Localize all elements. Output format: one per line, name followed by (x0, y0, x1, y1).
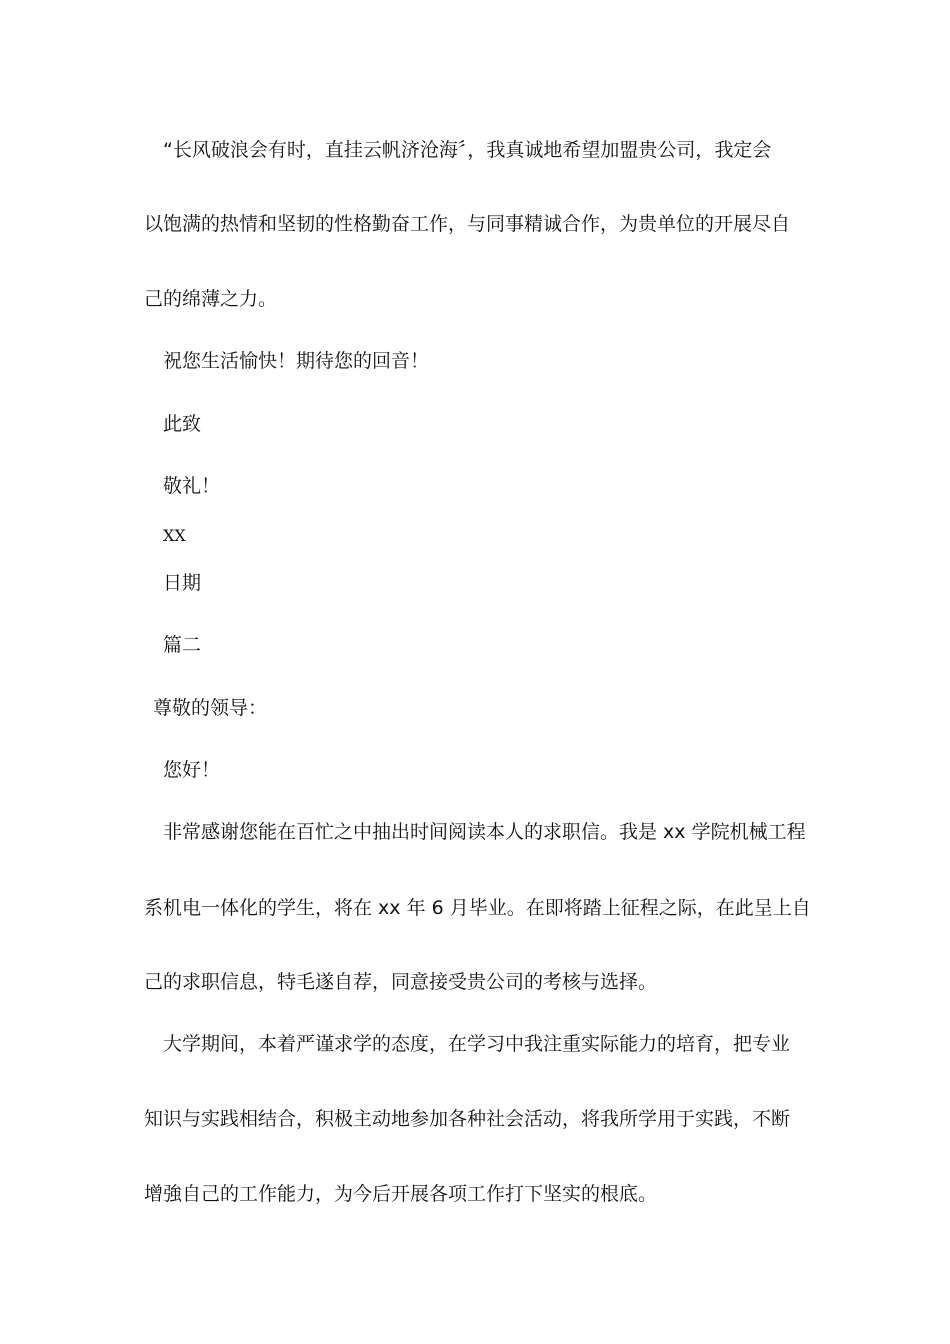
closing-wish: 祝您生活愉快！期待您的回音！ (163, 350, 430, 372)
study-paragraph-line-1: 大学期间，本着严谨求学的态度，在学习中我注重实际能力的培育，把专业 (163, 1033, 791, 1055)
closing-paragraph-line-3: 己的绵薄之力。 (144, 288, 278, 310)
intro-paragraph-line-3: 己的求职信息，特毛遂自荐，同意接受贵公司的考核与选择。 (144, 971, 658, 993)
signature: XX (163, 526, 186, 545)
study-paragraph-line-2: 知识与实践相结合，积极主动地参加各种社会活动，将我所学用于实践，不断 (144, 1108, 791, 1130)
salutation-line-2: 敬礼！ (163, 475, 221, 497)
addressee: 尊敬的领导： (153, 697, 268, 719)
date-label: 日期 (163, 572, 202, 594)
study-paragraph-line-3: 增強自己的工作能力，为今后开展各项工作打下坚实的根底。 (144, 1183, 658, 1205)
greeting: 您好！ (163, 759, 221, 781)
closing-paragraph-line-2: 以饱满的热情和坚韧的性格勤奋工作，与同事精诚合作，为贵单位的开展尽自 (144, 213, 791, 235)
closing-paragraph-line-1: “长风破浪会有时，直挂云帆济沧海〞，我真诚地希望加盟贵公司，我定会 (163, 139, 772, 161)
intro-paragraph-line-1: 非常感谢您能在百忙之中抽出时间阅读本人的求职信。我是 xx 学院机械工程 (163, 821, 806, 843)
section-heading: 篇二 (163, 634, 202, 656)
intro-paragraph-line-2: 系机电一体化的学生，将在 xx 年 6 月毕业。在即将踏上征程之际，在此呈上自 (144, 897, 811, 919)
salutation-line-1: 此致 (163, 413, 202, 435)
